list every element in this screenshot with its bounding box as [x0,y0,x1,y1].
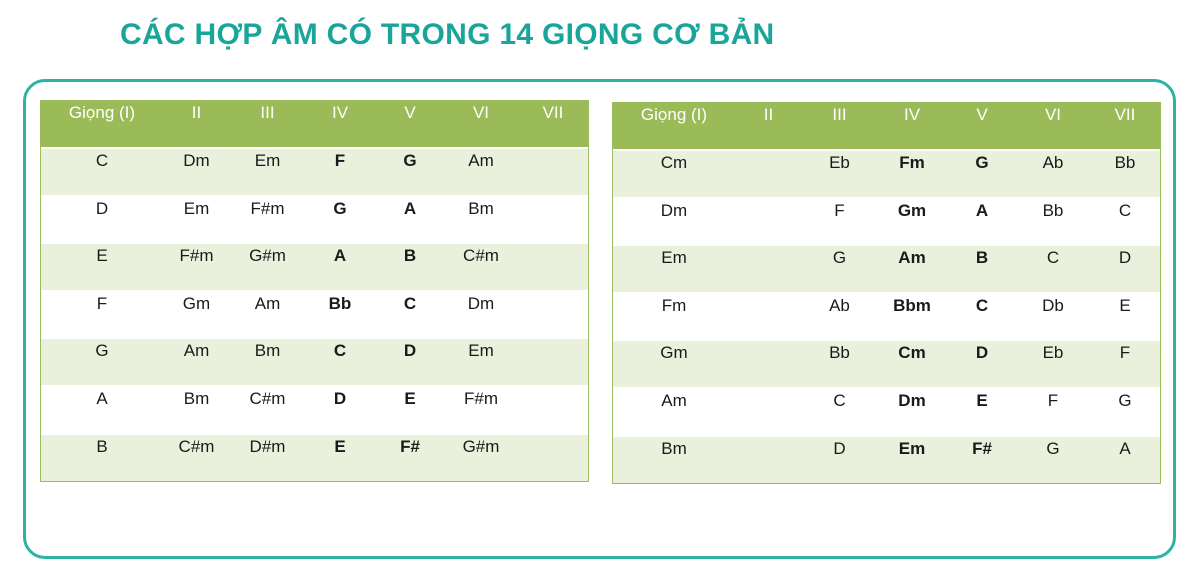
chord-cell-vi: Db [1042,295,1064,315]
chord-cell-ii [735,293,802,339]
table-row [613,244,1160,292]
chord-cell-key: Am [661,391,687,410]
chord-cell-ii: Bm [183,389,210,408]
chord-cell-iii: F#m [250,198,285,218]
chord-cell-v: A [975,200,989,220]
chord-cell-iv: E [334,436,346,456]
table-row [41,290,588,338]
chord-cell-vii: A [1119,438,1131,458]
table-row [41,385,588,433]
minor-keys-table [612,102,1161,484]
chord-cell-iv: Em [898,438,926,458]
chord-cell-v: D [975,343,989,363]
table-row [41,433,588,481]
chord-cell-iv: Bbm [893,295,931,315]
chord-cell-vi: G [1046,438,1060,458]
chord-cell-iv: Cm [898,343,926,363]
table-header-row [613,103,1160,149]
chord-cell-vi: Bm [468,198,494,218]
chord-cell-vi: C#m [463,246,499,266]
chord-cell-ii [735,388,802,434]
chord-cell-v: E [404,389,416,408]
chord-cell-key: Bm [661,438,687,458]
chord-cell-iv: C [333,341,347,361]
chord-cell-vii [517,434,589,480]
chord-cell-vii: Bb [1114,153,1136,172]
chord-cell-iv: Gm [897,200,927,220]
header-cell-vi: VI [472,103,490,122]
chord-cell-v: G [403,151,417,170]
chord-cell-v: F# [972,438,992,458]
chord-cell-iii: Bm [254,341,281,361]
chord-cell-v: B [975,248,989,268]
chord-cell-vii [517,338,589,384]
chord-cell-key: Fm [661,295,687,315]
chord-cell-iii: Eb [829,153,850,172]
chord-cell-v: C [403,293,417,313]
chord-cell-v: G [975,153,989,172]
chord-cell-ii: Dm [183,151,210,170]
table-row [41,195,588,243]
chord-cell-iv: Fm [899,153,925,172]
chord-cell-iii: Em [254,151,281,170]
chord-cell-iii: C#m [249,389,286,408]
table-row [41,147,588,195]
header-cell-iii: III [832,105,847,124]
header-cell-iv: IV [903,105,921,124]
chord-cell-iv: Bb [328,293,352,313]
chord-cell-ii: C#m [178,436,215,456]
chord-cell-vi: C [1046,248,1060,268]
table-row [613,197,1160,245]
table-row [41,242,588,290]
chord-cell-vi: G#m [462,436,500,456]
header-cell-iii: III [260,103,275,122]
header-cell-key: Giọng (I) [68,103,136,122]
chord-cell-vi: Em [468,341,494,361]
chord-cell-iii: Am [254,293,281,313]
chord-cell-vi: F#m [464,389,498,408]
chord-cell-iv: D [333,389,347,408]
chord-cell-key: B [96,436,108,456]
chord-cell-key: Cm [660,153,688,172]
chord-cell-ii: Am [183,341,210,361]
chord-cell-v: E [976,391,988,410]
table-row [613,339,1160,387]
chord-cell-v: A [403,198,417,218]
chord-cell-key: G [95,341,109,361]
table-row [41,337,588,385]
chord-cell-v: C [975,295,989,315]
chord-cell-ii [735,150,802,196]
chord-cell-vii: G [1118,391,1132,410]
chord-cell-v: B [403,246,417,266]
header-cell-key: Giọng (I) [640,105,708,124]
chord-cell-vi: Ab [1042,153,1064,172]
header-cell-vi: VI [1044,105,1062,124]
chord-cell-key: Gm [660,343,688,363]
chord-cell-iii: Ab [829,295,850,315]
chord-cell-vii: D [1118,248,1132,268]
chord-cell-iv: F [334,151,346,170]
table-row [613,387,1160,435]
page-title: CÁC HỢP ÂM CÓ TRONG 14 GIỌNG CƠ BẢN [120,18,775,51]
chord-cell-key: E [96,246,108,266]
header-cell-iv: IV [331,103,349,122]
chord-cell-iii: F [834,200,845,220]
chord-cell-ii: Gm [182,293,211,313]
chord-cell-iii: D#m [249,436,286,456]
chord-cell-vii: C [1118,200,1132,220]
chord-cell-key: A [96,389,108,408]
chord-cell-iii: G [832,248,847,268]
header-cell-ii: II [763,105,774,124]
chord-cell-iii: D [833,438,846,458]
major-keys-table [40,100,589,482]
chord-cell-vi: Eb [1042,343,1064,363]
chord-cell-iv: Am [898,248,926,268]
chord-cell-ii: Em [183,198,210,218]
chord-cell-vi: Am [468,151,494,170]
header-cell-vii: VII [1114,105,1136,124]
chord-cell-vii [517,148,589,194]
header-cell-ii: II [191,103,202,122]
chord-cell-vi: Bb [1042,200,1064,220]
chord-cell-ii [735,245,802,291]
chord-cell-iii: C [833,391,846,410]
chord-cell-key: Dm [660,200,688,220]
chord-cell-key: C [95,151,109,170]
table-header-row [41,101,588,147]
chord-cell-vii [517,386,589,432]
chord-cell-vi: Dm [467,293,495,313]
chord-cell-iv: A [333,246,347,266]
chord-cell-ii: F#m [179,246,214,266]
table-row [613,149,1160,197]
header-cell-v: V [404,103,416,122]
chord-cell-iv: G [333,198,347,218]
chord-cell-iii: G#m [249,246,286,266]
chord-cell-vii: F [1119,343,1131,363]
chord-cell-iii: Bb [829,343,850,363]
table-row [613,292,1160,340]
chord-cell-vii: E [1119,295,1131,315]
chord-cell-key: D [95,198,109,218]
chord-cell-ii [735,340,802,386]
chord-cell-key: Em [661,248,687,268]
chord-cell-vii [517,291,589,337]
chord-cell-vii [517,243,589,289]
header-cell-vii: VII [542,103,564,122]
chord-cell-ii [735,198,802,244]
chord-cell-vii [517,196,589,242]
chord-cell-ii [735,436,802,482]
chord-cell-v: D [403,341,417,361]
chord-cell-vi: F [1047,391,1059,410]
header-cell-v: V [976,105,988,124]
chord-cell-iv: Dm [898,391,926,410]
table-row [613,435,1160,483]
chord-cell-v: F# [400,436,420,456]
chord-cell-key: F [96,293,108,313]
